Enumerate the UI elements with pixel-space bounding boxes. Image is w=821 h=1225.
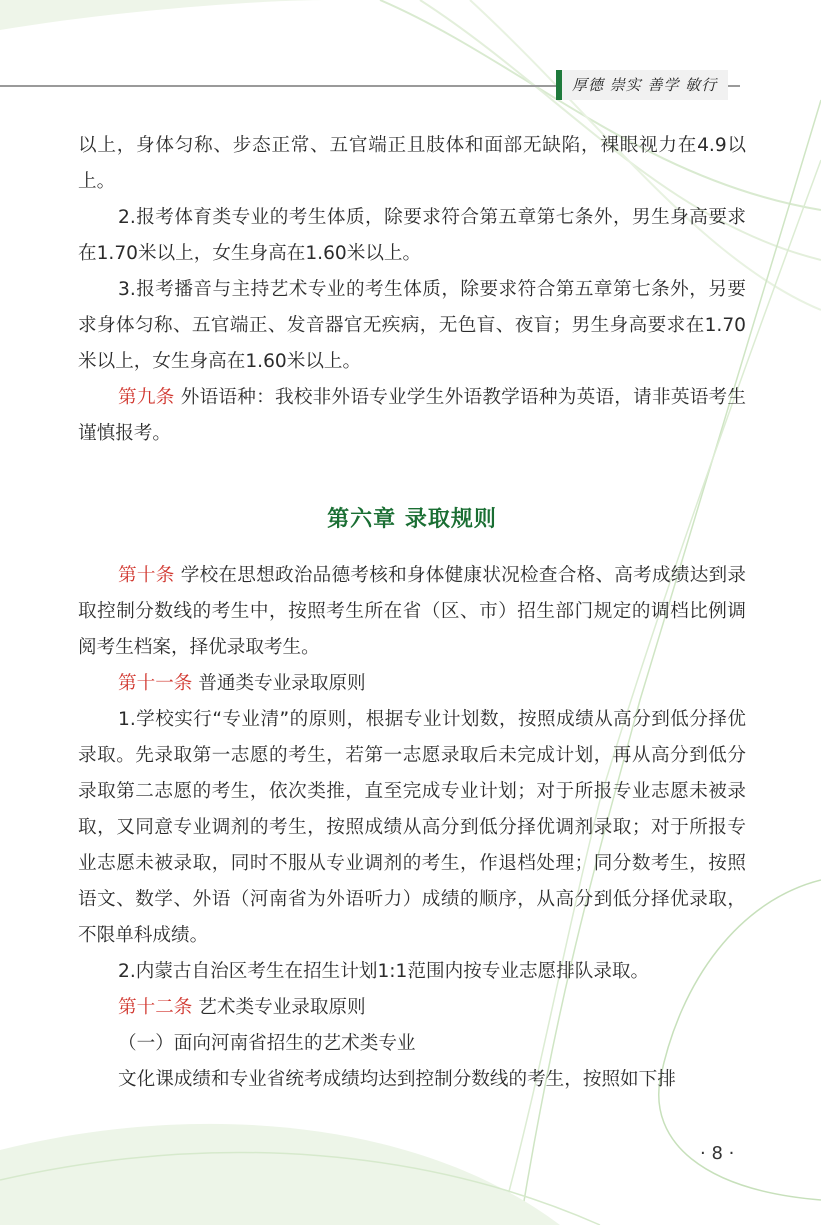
article-9 [78,380,746,452]
article-10-label: 第十条 [118,565,175,586]
paragraph-continued: 以上，身体匀称、步态正常、五官端正且肢体和面部无缺陷，裸眼视力在4.9以上。 [78,135,746,192]
article-12-label: 第十二条 [118,997,193,1018]
article-11-label: 第十一条 [118,673,193,694]
paragraph-broadcasting-requirements: 3.报考播音与主持艺术专业的考生体质，除要求符合第五章第七条外，另要求身体匀称、五官端正、发音器官无疾病，无色盲、夜盲；男生身高要求在1.70米以上，女生身高在1.60米以上。 [78,279,746,372]
article-12-text: 艺术类专业录取原则 [192,997,366,1018]
paragraph-professional-clear: 1.学校实行“专业清”的原则，根据专业计划数，按照成绩从高分到低分择优录取。先录取第一志愿的考生，若第一志愿录取后未完成计划，再从高分到低分录取第二志愿的考生，依次类推，直至完成专业计划；对于所报专业志愿未被录取，又同意专业调剂的考生，按照成绩从高分到低分择优调剂录取；对于所报专业志愿未被录取，同时不服从专业调剂的考生，作退档处理；同分数考生，按照语文、数学、外语（河南省为外语听力）成绩的顺序，从高分到低分择优录取，不限单科成绩。 [78,709,746,946]
article-9-text: 外语语种：我校非外语专业学生外语教学语种为英语，请非英语考生谨慎报考。 [78,387,746,444]
paragraph-inner-mongolia: 2.内蒙古自治区考生在招生计划1:1范围内按专业志愿排队录取。 [118,961,650,982]
school-motto: 厚德 崇实 善学 敏行 [556,70,728,100]
paragraph-culture-scores: 文化课成绩和专业省统考成绩均达到控制分数线的考生，按照如下排 [118,1069,676,1090]
article-10 [78,558,746,666]
chapter-title: 第六章 录取规则 [327,507,497,532]
article-11 [78,666,746,702]
article-12 [78,990,746,1026]
document-body [78,128,746,1098]
paragraph-sports-requirements: 2.报考体育类专业的考生体质，除要求符合第五章第七条外，男生身高要求在1.70米以上，女生身高在1.60米以上。 [78,207,746,264]
article-11-text: 普通类专业录取原则 [192,673,366,694]
subsection-henan-arts: （一）面向河南省招生的艺术类专业 [118,1033,416,1054]
page-number: · 8 · [700,1143,735,1164]
article-10-text: 学校在思想政治品德考核和身体健康状况检查合格、高考成绩达到录取控制分数线的考生中，按照考生所在省（区、市）招生部门规定的调档比例调阅考生档案，择优录取考生。 [78,565,746,658]
article-9-label: 第九条 [118,387,175,408]
